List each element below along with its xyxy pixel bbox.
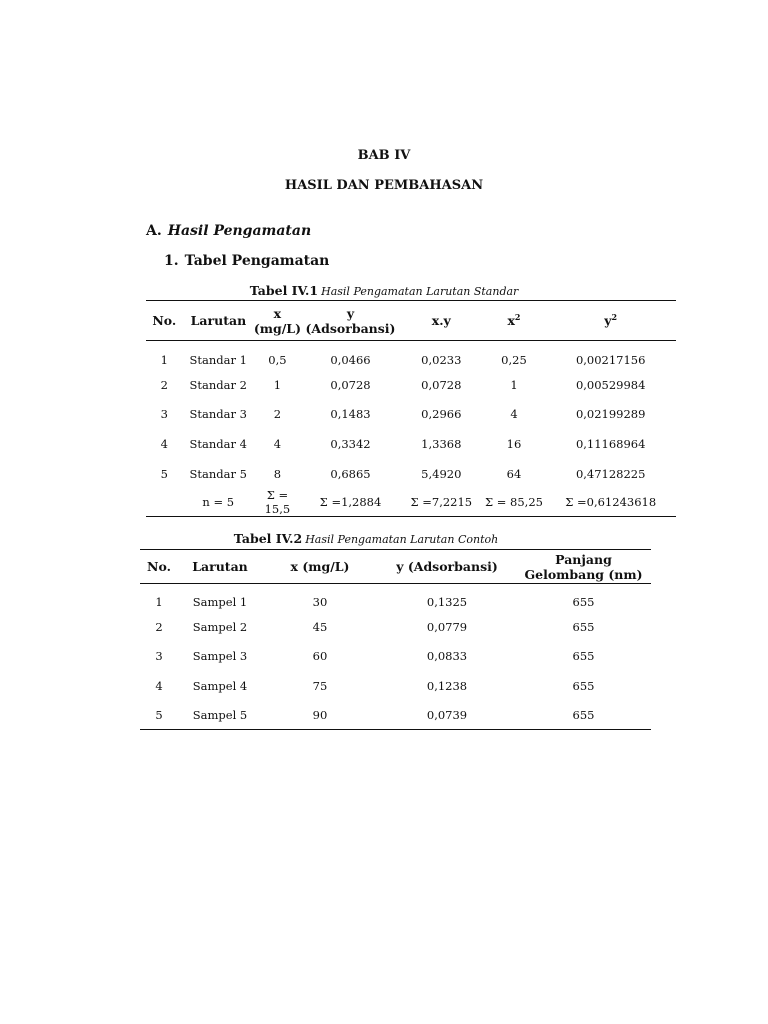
table-row [140,700,651,729]
subsection-heading [164,253,329,269]
table-row [146,429,676,459]
cell-x-squared: 1 [510,377,518,392]
section-marker: A. [146,223,162,239]
header-x [254,301,301,341]
table2-caption-number: Tabel IV.2 [233,531,303,546]
header-y-squared-base: y [604,313,612,328]
table1-caption [0,283,768,298]
chapter-title: HASIL DAN PEMBAHASAN [284,178,484,193]
cell-y-squared: 0,00529984 [575,377,646,392]
cell-panjang-gelombang: 655 [572,595,595,610]
total-x-squared: Σ = 85,25 [484,495,543,510]
cell-x: 1 [273,377,282,392]
cell-y: 0,0728 [330,377,371,392]
cell-xy: 0,0233 [421,352,462,367]
cell-x: 0,5 [268,352,287,367]
cell-x: 8 [273,466,282,481]
cell-y-squared: 0,00217156 [575,352,646,367]
header-x-squared-base: x [507,313,515,328]
cell-y: 0,0779 [426,620,468,635]
header-larutan: Larutan [192,559,248,574]
cell-x: 90 [312,707,328,722]
total-x: Σ = 15,5 [264,488,291,517]
table-row [140,613,651,642]
cell-x: 2 [273,407,282,422]
header-x-line2: (mg/L) [253,320,301,336]
table-row [140,671,651,700]
header-x-line1: x [273,305,282,321]
table-header-row [146,301,676,341]
cell-y: 0,0739 [426,707,468,722]
cell-no: 2 [155,620,163,635]
header-panjang-gelombang [516,550,651,584]
cell-no: 4 [160,437,168,452]
table-row [146,341,676,371]
table1-caption-number: Tabel IV.1 [249,283,319,298]
cell-y-squared: 0,02199289 [575,407,646,422]
header-larutan: Larutan [190,313,247,328]
cell-x-squared: 16 [506,437,522,452]
sample-solution-table [140,549,651,730]
header-x-squared [483,301,546,341]
cell-panjang-gelombang: 655 [572,707,595,722]
table-row [140,584,651,613]
cell-panjang-gelombang: 655 [572,620,595,635]
cell-xy: 0,0728 [421,377,462,392]
cell-xy: 1,3368 [421,437,462,452]
cell-larutan: Standar 1 [189,352,247,367]
cell-larutan: Sampel 3 [192,649,248,664]
header-no: No. [152,313,177,328]
table-row [146,400,676,430]
section-heading [146,223,311,239]
cell-x-squared: 4 [510,407,518,422]
total-xy: Σ =7,2215 [410,495,473,510]
cell-x-squared: 64 [506,466,522,481]
table-row [146,459,676,489]
cell-larutan: Sampel 2 [192,620,248,635]
cell-no: 5 [155,707,163,722]
table2-caption-text: Hasil Pengamatan Larutan Contoh [305,533,499,546]
cell-larutan: Standar 4 [189,437,247,452]
chapter-label: BAB IV [357,148,411,163]
header-y-squared [545,301,676,341]
cell-larutan: Standar 3 [189,407,247,422]
header-y-squared-exponent: 2 [611,311,618,322]
cell-y: 0,6865 [330,466,371,481]
table-row [146,370,676,400]
total-n: n = 5 [202,495,235,510]
cell-panjang-gelombang: 655 [572,649,595,664]
table-row [140,642,651,671]
table2-caption [0,531,750,546]
cell-no: 3 [160,407,168,422]
cell-y-squared: 0,47128225 [575,466,646,481]
cell-y: 0,1238 [426,678,468,693]
cell-x-squared: 0,25 [501,352,527,367]
header-panjang-line2: Gelombang (nm) [524,566,643,582]
cell-no: 3 [155,649,163,664]
standard-solution-table [146,300,676,517]
cell-xy: 0,2966 [421,407,462,422]
cell-xy: 5,4920 [421,466,462,481]
cell-no: 1 [160,352,168,367]
cell-y: 0,1483 [330,407,371,422]
cell-y: 0,0466 [330,352,371,367]
header-x-squared-exponent: 2 [514,311,521,322]
cell-x: 4 [273,437,282,452]
header-no: No. [147,559,171,574]
cell-larutan: Sampel 5 [192,707,248,722]
cell-x: 30 [312,595,328,610]
table-header-row [140,550,651,584]
cell-x: 45 [312,620,328,635]
header-xy: x.y [431,313,451,328]
table1-caption-text: Hasil Pengamatan Larutan Standar [321,285,519,298]
cell-y: 0,1325 [426,595,468,610]
cell-x: 75 [312,678,328,693]
cell-y-squared: 0,11168964 [575,437,646,452]
header-x: x (mg/L) [290,559,350,574]
cell-no: 1 [155,595,163,610]
header-panjang-line1: Panjang [555,551,612,567]
total-y: Σ =1,2884 [319,495,382,510]
cell-no: 4 [155,678,163,693]
totals-row [146,488,676,517]
header-y: y (Adsorbansi) [396,559,498,574]
header-y [301,301,400,341]
cell-blank [146,488,183,517]
cell-y: 0,3342 [330,437,371,452]
cell-x: 60 [312,649,328,664]
total-y-squared: Σ =0,61243618 [565,495,657,510]
section-title: Hasil Pengamatan [167,223,312,239]
cell-larutan: Standar 5 [189,466,247,481]
subsection-title: Tabel Pengamatan [184,253,330,269]
header-y-line2: (Adsorbansi) [305,320,396,336]
cell-y: 0,0833 [426,649,468,664]
cell-panjang-gelombang: 655 [572,678,595,693]
header-y-line1: y [346,305,355,321]
cell-larutan: Sampel 1 [192,595,248,610]
cell-larutan: Sampel 4 [192,678,248,693]
cell-no: 2 [160,377,168,392]
cell-larutan: Standar 2 [189,377,247,392]
cell-no: 5 [160,466,168,481]
subsection-marker: 1. [164,253,179,269]
